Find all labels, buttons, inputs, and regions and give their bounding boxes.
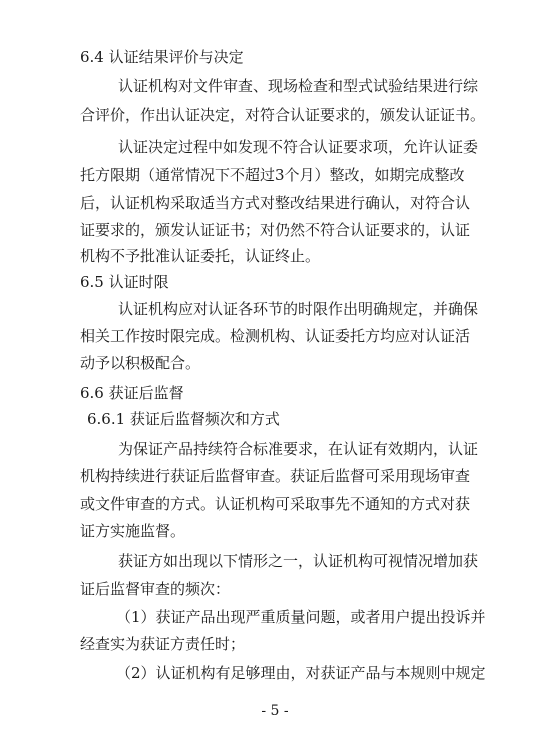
subsection-heading-6-6-1: 6.6.1 获证后监督频次和方式	[87, 410, 280, 428]
paragraph-line: 获证方如出现以下情形之一，认证机构可视情况增加获	[118, 552, 479, 570]
paragraph-line: 机构持续进行获证后监督审查。获证后监督可采用现场审查	[80, 467, 471, 485]
paragraph-line: 合评价，作出认证决定，对符合认证要求的，颁发认证证书。	[80, 106, 486, 124]
paragraph-line: 托方限期（通常情况下不超过3个月）整改，如期完成整改	[80, 166, 465, 184]
paragraph-line: 证要求的，颁发认证证书；对仍然不符合认证要求的，认证	[80, 221, 471, 239]
paragraph-line: 相关工作按时限完成。检测机构、认证委托方均应对认证活	[80, 327, 471, 345]
paragraph-line: 认证决定过程中如发现不符合认证要求项，允许认证委	[118, 138, 479, 156]
list-item-line: （1）获证产品出现严重质量问题，或者用户提出投诉并	[116, 608, 486, 626]
paragraph-line: 动予以积极配合。	[80, 354, 201, 372]
paragraph-line: 认证机构对文件审查、现场检查和型式试验结果进行综	[118, 77, 479, 95]
section-heading-6-4: 6.4 认证结果评价与决定	[80, 48, 244, 66]
paragraph-line: 机构不予批准认证委托，认证终止。	[80, 247, 321, 265]
paragraph-line: 为保证产品持续符合标准要求，在认证有效期内，认证	[118, 440, 479, 458]
section-heading-6-5: 6.5 认证时限	[80, 273, 169, 291]
paragraph-line: 证方实施监督。	[80, 522, 186, 540]
list-item-line: 经查实为获证方责任时；	[80, 635, 246, 653]
paragraph-line: 或文件审查的方式。认证机构可采取事先不通知的方式对获	[80, 495, 471, 513]
list-item-line: （2）认证机构有足够理由，对获证产品与本规则中规定	[116, 664, 486, 682]
paragraph-line: 认证机构应对认证各环节的时限作出明确规定，并确保	[118, 300, 479, 318]
section-heading-6-6: 6.6 获证后监督	[80, 384, 184, 402]
page-number: - 5 -	[261, 703, 289, 719]
paragraph-line: 后，认证机构采取适当方式对整改结果进行确认，对符合认	[80, 194, 471, 212]
paragraph-line: 证后监督审查的频次：	[80, 580, 231, 598]
